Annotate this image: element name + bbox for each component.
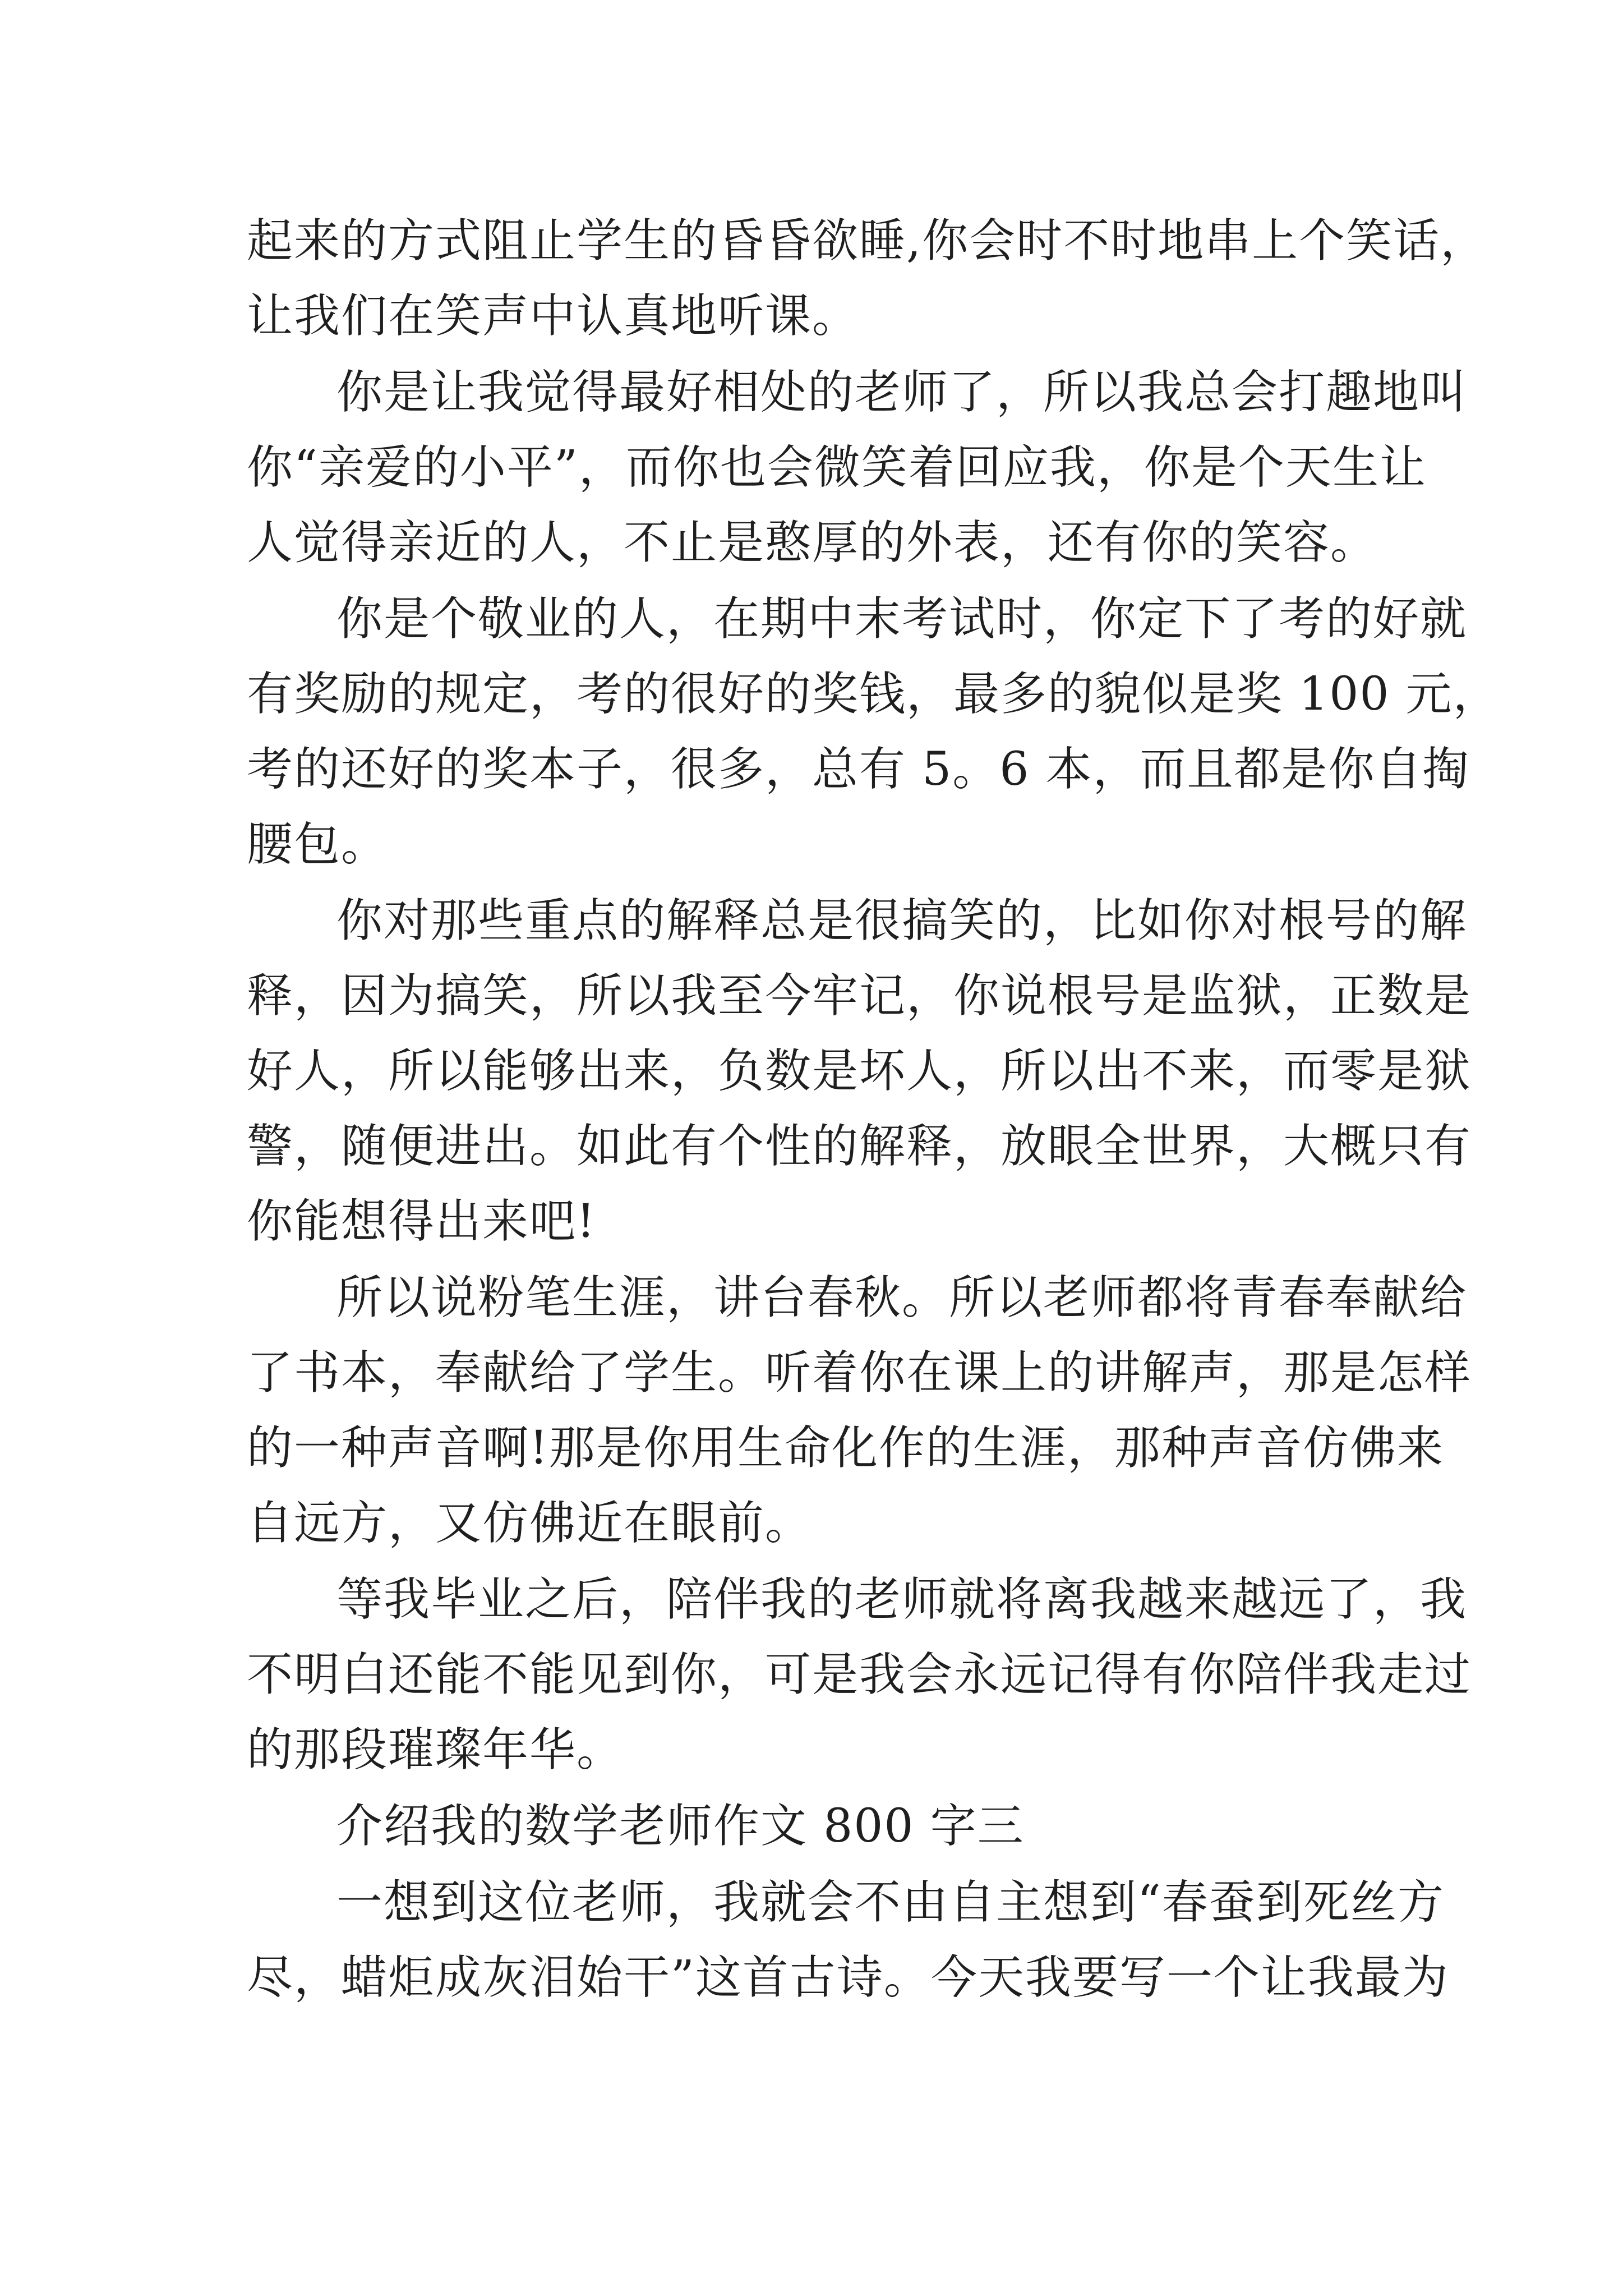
text-line: 人觉得亲近的人，不止是憨厚的外表，还有你的笑容。 <box>247 516 1378 569</box>
paragraph-first-line: 一想到这位老师，我就会不由自主想到“春蚕到死丝方 <box>336 1876 1445 1929</box>
text-line: 考的还好的奖本子，很多，总有 5。6 本，而且都是你自掏 <box>247 743 1470 796</box>
text-line: 尽，蜡炬成灰泪始干”这首古诗。今天我要写一个让我最为 <box>247 1951 1449 2004</box>
text-line: 让我们在笑声中认真地听课。 <box>247 289 860 343</box>
paragraph-first-line: 等我毕业之后，陪伴我的老师就将离我越来越远了，我 <box>336 1573 1468 1626</box>
text-line: 你能想得出来吧! <box>247 1195 596 1248</box>
section-heading: 介绍我的数学老师作文 800 字三 <box>336 1800 1025 1853</box>
text-line: 腰包。 <box>247 818 389 871</box>
text-line: 不明白还能不能见到你，可是我会永远记得有你陪伴我走过 <box>247 1648 1472 1701</box>
text-line: 的一种声音啊!那是你用生命化作的生涯，那种声音仿佛来 <box>247 1421 1444 1475</box>
text-line: 自远方，又仿佛近在眼前。 <box>247 1497 813 1550</box>
text-line: 有奖励的规定，考的很好的奖钱，最多的貌似是奖 100 元， <box>247 668 1500 721</box>
text-line: 警，随便进出。如此有个性的解释，放眼全世界，大概只有 <box>247 1120 1472 1173</box>
paragraph-first-line: 所以说粉笔生涯，讲台春秋。所以老师都将青春奉献给 <box>336 1271 1468 1324</box>
text-line: 的那段璀璨年华。 <box>247 1723 624 1777</box>
text-line: 好人，所以能够出来，负数是坏人，所以出不来，而零是狱 <box>247 1045 1472 1098</box>
text-line: 了书本，奉献给了学生。听着你在课上的讲解声，那是怎样 <box>247 1346 1472 1400</box>
text-line: 你“亲爱的小平”，而你也会微笑着回应我，你是个天生让 <box>247 441 1427 494</box>
paragraph-first-line: 你是个敬业的人，在期中末考试时，你定下了考的好就 <box>336 592 1468 646</box>
text-line: 起来的方式阻止学生的昏昏欲睡,你会时不时地串上个笑话， <box>247 214 1488 268</box>
paragraph-first-line: 你是让我觉得最好相处的老师了，所以我总会打趣地叫 <box>336 366 1468 419</box>
paragraph-first-line: 你对那些重点的解释总是很搞笑的，比如你对根号的解 <box>336 894 1468 947</box>
text-line: 释，因为搞笑，所以我至今牢记，你说根号是监狱，正数是 <box>247 969 1472 1023</box>
